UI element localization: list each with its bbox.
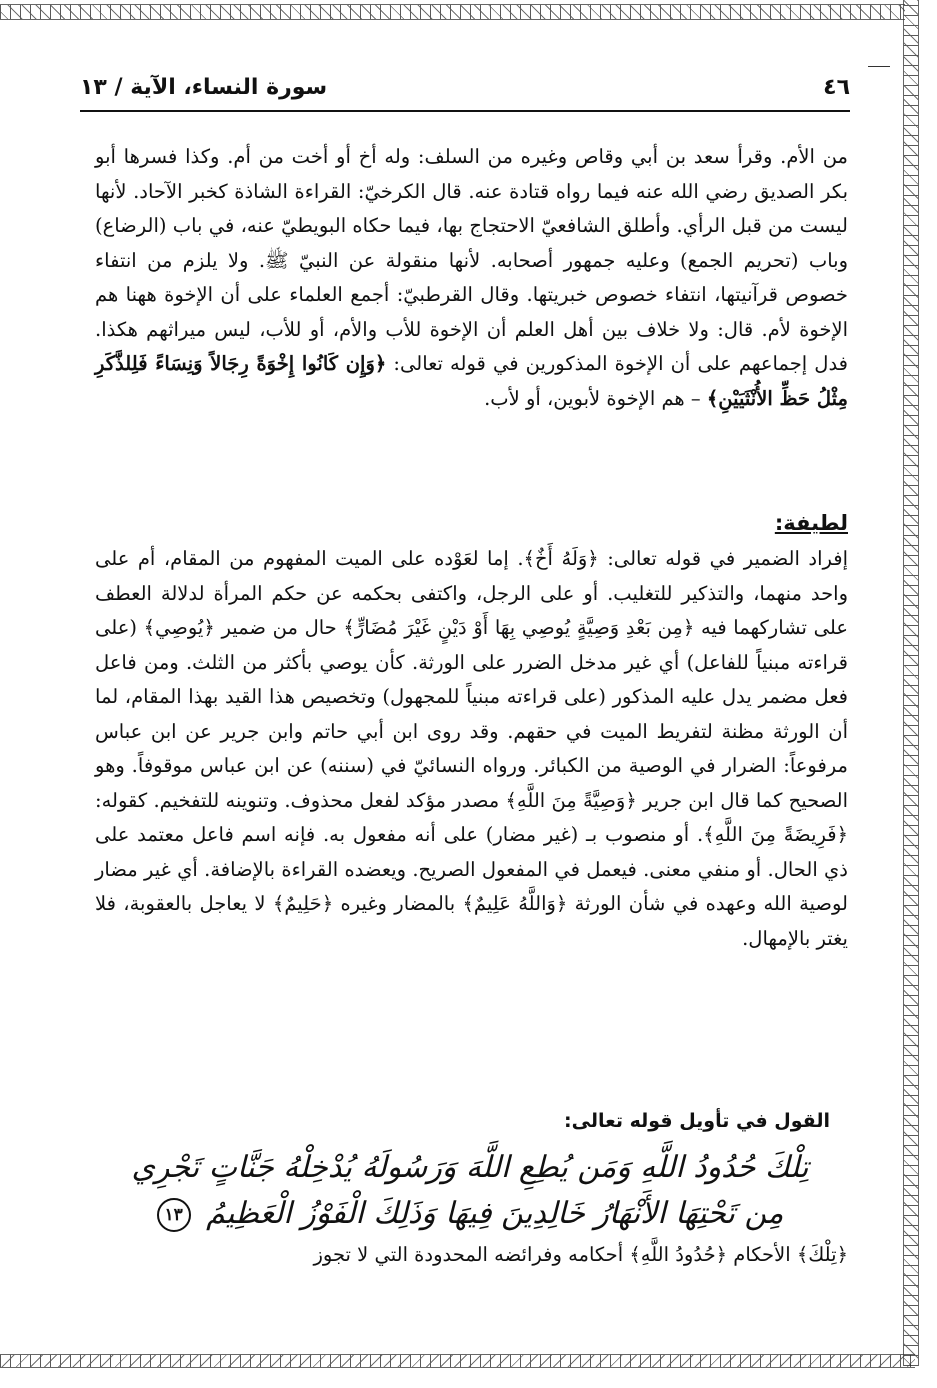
corner-mark — [868, 66, 890, 67]
paragraph-text: من الأم. وقرأ سعد بن أبي وقاص وغيره من السلف: وله أخ أو أخت من أم. وكذا فسرها أبو بكر الصديق رضي الله عنه فيما رواه قتادة عنه. قال الكرخيّ: القراءة الشاذة كخبر الآحاد. لأنها ليست من قبل الرأي. وأطلق الشافعيّ الاحتجاج بها، فيما حكاه البويطيّ عنه، في باب (الرضاع) وباب (تحريم الجمع) وعليه جمهور أصحابه. لأنها منقولة عن النبيّ ﷺ. ولا يلزم من انتفاء خصوص قرآنيتها، انتفاء خصوص خبريتها. وقال القرطبيّ: أجمع العلماء على أن الإخوة ههنا هم الإخوة لأم. قال: ولا خلاف بين أهل العلم أن الإخوة للأب والأم، أو للأب، ليس ميراثهم هكذا. فدل إجماعهم على أن الإخوة المذكورين في قوله تعالى: — [95, 145, 848, 375]
quran-quote: ﴿وَإِن كَانُوا إِخْوَةً رِجَالاً وَنِسَاءً فَلِلذَّكَرِ مِثْلُ حَظِّ الأُنْثَيَيْنِ﴾ — [95, 352, 848, 410]
quran-verse-line-1: تِلْكَ حُدُودُ اللَّهِ وَمَن يُطِعِ اللَّهَ وَرَسُولَهُ يُدْخِلْهُ جَنَّاتٍ تَجْرِي — [131, 1150, 809, 1185]
commentary-paragraph-1 — [95, 140, 848, 416]
decorative-border-right — [903, 0, 919, 1366]
commentary-paragraph-2 — [95, 542, 848, 956]
paragraph-text-end: – هم الإخوة لأبوين، أو لأب. — [484, 386, 707, 410]
paragraph-text: ﴿تِلْكَ﴾ الأحكام ﴿حُدُودُ اللَّهِ﴾ أحكامه وفرائضه المحدودة التي لا تجوز — [313, 1243, 848, 1266]
decorative-border-top — [0, 4, 905, 20]
tafsir-subheading: القول في تأويل قوله تعالى: — [564, 1110, 830, 1132]
quran-verse-line-2 — [95, 1192, 845, 1236]
header-divider — [80, 110, 850, 112]
page-number: ٤٦ — [823, 74, 850, 100]
section-heading-latifa: لطيفة: — [774, 511, 848, 535]
paragraph-text: إفراد الضمير في قوله تعالى: ﴿وَلَهُ أَخٌ﴾. إما لعَوْده على الميت المفهوم من المقام، أم على واحد منهما، والتذكير للتغليب. أو على الرجل، واكتفى بحكمه عن حكم المرأة لدلالة العطف على تشاركهما فيه ﴿مِن بَعْدِ وَصِيَّةٍ يُوصِي بِهَا أَوْ دَيْنٍ غَيْرَ مُضَارٍّ﴾ حال من ضمير ﴿يُوصِي﴾ (على قراءته مبنياً للفاعل) أي غير مدخل الضرر على الورثة. كأن يوصي بأكثر من الثلث. ومن فاعل فعل مضمر يدل عليه المذكور (على قراءته مبنياً للمجهول) وتخصيص هذا القيد بهذا المقام، لما أن الورثة مظنة لتفريط الميت في حقهم. وقد روى ابن أبي حاتم وابن جرير عن ابن عباس مرفوعاً: الضرار في الوصية من الكبائر. ورواه النسائيّ في (سننه) عن ابن عباس موقوفاً. وهو الصحيح كما قال ابن جرير ﴿وَصِيَّةً مِنَ اللَّهِ﴾ مصدر مؤكد لفعل محذوف. وتنوينه للتفخيم. كقوله: ﴿فَرِيضَةً مِنَ اللَّهِ﴾. أو منصوب بـ (غير مضار) على أنه مفعول به. فإنه اسم فاعل معتمد على ذي الحال. أو منفي معنى. فيعمل في المفعول الصريح. ويعضده القراءة بالإضافة. أي غير مضار لوصية الله وعهده في شأن الورثة ﴿وَاللَّهُ عَلِيمٌ﴾ بالمضار وغيره ﴿حَلِيمٌ﴾ لا يعاجل بالعقوبة، فلا يغتر بالإمهال. — [95, 547, 848, 950]
verse-text: مِن تَحْتِهَا الأَنْهَارُ خَالِدِينَ فِيهَا وَذَلِكَ الْفَوْزُ الْعَظِيمُ — [206, 1196, 784, 1231]
decorative-border-bottom — [0, 1354, 915, 1368]
ayah-number-marker: ١٣ — [157, 1198, 191, 1232]
page-header — [80, 70, 850, 104]
running-title: سورة النساء، الآية / ١٣ — [80, 74, 328, 100]
commentary-paragraph-3 — [95, 1238, 848, 1273]
